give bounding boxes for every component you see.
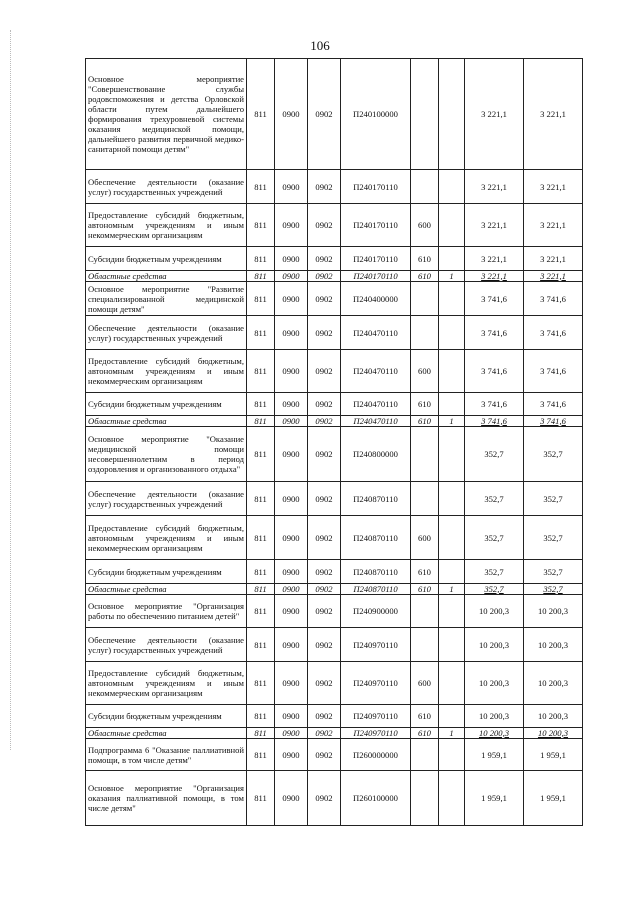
table-row: [86, 350, 583, 393]
cell-name: Субсидии бюджетным учреждениям: [86, 560, 247, 584]
table-row: [86, 316, 583, 350]
cell-amount-1: 3 221,1: [465, 59, 524, 170]
table-row: [86, 393, 583, 416]
cell-amount-1: 352,7: [465, 482, 524, 516]
cell-section: 0900: [275, 416, 308, 427]
cell-expense-type: [411, 482, 439, 516]
cell-funding-source: [439, 350, 465, 393]
cell-amount-1: 10 200,3: [465, 662, 524, 705]
table-row: [86, 705, 583, 728]
cell-amount-1: 352,7: [465, 427, 524, 482]
cell-grbs: 811: [247, 427, 275, 482]
cell-subsection: 0902: [308, 595, 341, 628]
cell-target-article: П260000000: [341, 739, 411, 771]
cell-section: 0900: [275, 771, 308, 826]
table-row: [86, 427, 583, 482]
cell-section: 0900: [275, 595, 308, 628]
cell-target-article: П260100000: [341, 771, 411, 826]
table-row: [86, 739, 583, 771]
cell-amount-1: 10 200,3: [465, 728, 524, 739]
cell-funding-source: [439, 170, 465, 204]
cell-name: Подпрограмма 6 "Оказание паллиативной помощи, в том числе детям": [86, 739, 247, 771]
table-row-regional-funds: [86, 728, 583, 739]
cell-grbs: 811: [247, 416, 275, 427]
cell-section: 0900: [275, 247, 308, 271]
cell-amount-2: 352,7: [524, 584, 583, 595]
cell-funding-source: [439, 282, 465, 316]
cell-amount-2: 3 221,1: [524, 271, 583, 282]
cell-target-article: П240970110: [341, 705, 411, 728]
cell-funding-source: [439, 560, 465, 584]
cell-amount-2: 352,7: [524, 427, 583, 482]
cell-section: 0900: [275, 739, 308, 771]
cell-target-article: П240800000: [341, 427, 411, 482]
cell-funding-source: [439, 705, 465, 728]
cell-target-article: П240870110: [341, 560, 411, 584]
cell-name: Предоставление субсидий бюджетным, автономным учреждениям и иным некоммерческим организациям: [86, 662, 247, 705]
cell-amount-2: 10 200,3: [524, 662, 583, 705]
table-row: [86, 560, 583, 584]
cell-section: 0900: [275, 728, 308, 739]
cell-funding-source: [439, 316, 465, 350]
cell-amount-1: 3 741,6: [465, 393, 524, 416]
table-row: [86, 482, 583, 516]
cell-funding-source: [439, 595, 465, 628]
table-row: [86, 59, 583, 170]
cell-funding-source: 1: [439, 416, 465, 427]
cell-grbs: 811: [247, 728, 275, 739]
cell-target-article: П240170110: [341, 247, 411, 271]
cell-funding-source: [439, 393, 465, 416]
cell-name: Обеспечение деятельности (оказание услуг) государственных учреждений: [86, 170, 247, 204]
cell-amount-2: 3 741,6: [524, 350, 583, 393]
cell-grbs: 811: [247, 59, 275, 170]
cell-grbs: 811: [247, 584, 275, 595]
cell-amount-2: 1 959,1: [524, 739, 583, 771]
cell-expense-type: 610: [411, 247, 439, 271]
cell-target-article: П240470110: [341, 316, 411, 350]
cell-expense-type: 600: [411, 662, 439, 705]
cell-amount-1: 10 200,3: [465, 705, 524, 728]
cell-section: 0900: [275, 662, 308, 705]
cell-amount-1: 1 959,1: [465, 771, 524, 826]
cell-name: Основное мероприятие "Организация работы по обеспечению питанием детей": [86, 595, 247, 628]
cell-name: Основное мероприятие "Организация оказания паллиативной помощи, в том числе детям": [86, 771, 247, 826]
cell-grbs: 811: [247, 595, 275, 628]
cell-target-article: П240400000: [341, 282, 411, 316]
cell-name: Предоставление субсидий бюджетным, автономным учреждениям и иным некоммерческим организациям: [86, 350, 247, 393]
cell-subsection: 0902: [308, 282, 341, 316]
cell-amount-1: 3 741,6: [465, 350, 524, 393]
table-row: [86, 595, 583, 628]
cell-expense-type: 600: [411, 516, 439, 560]
cell-funding-source: [439, 662, 465, 705]
cell-section: 0900: [275, 316, 308, 350]
cell-amount-2: 3 221,1: [524, 170, 583, 204]
cell-grbs: 811: [247, 560, 275, 584]
cell-subsection: 0902: [308, 739, 341, 771]
cell-target-article: П240970110: [341, 628, 411, 662]
cell-expense-type: [411, 771, 439, 826]
cell-target-article: П240100000: [341, 59, 411, 170]
cell-section: 0900: [275, 482, 308, 516]
cell-expense-type: [411, 595, 439, 628]
cell-section: 0900: [275, 560, 308, 584]
cell-funding-source: [439, 59, 465, 170]
budget-table: [85, 58, 583, 826]
cell-grbs: 811: [247, 316, 275, 350]
cell-name: Областные средства: [86, 728, 247, 739]
cell-amount-1: 3 221,1: [465, 247, 524, 271]
cell-funding-source: [439, 427, 465, 482]
cell-amount-2: 1 959,1: [524, 771, 583, 826]
cell-funding-source: [439, 516, 465, 560]
table-row: [86, 204, 583, 247]
cell-name: Обеспечение деятельности (оказание услуг) государственных учреждений: [86, 482, 247, 516]
cell-funding-source: 1: [439, 271, 465, 282]
cell-amount-2: 10 200,3: [524, 728, 583, 739]
cell-target-article: П240170110: [341, 204, 411, 247]
cell-grbs: 811: [247, 628, 275, 662]
table-row-regional-funds: [86, 584, 583, 595]
cell-amount-2: 10 200,3: [524, 705, 583, 728]
cell-name: Основное мероприятие "Оказание медицинской помощи несовершеннолетним в период оздоровления и организованного отдыха": [86, 427, 247, 482]
cell-amount-1: 3 221,1: [465, 170, 524, 204]
cell-target-article: П240470110: [341, 393, 411, 416]
cell-target-article: П240870110: [341, 482, 411, 516]
cell-funding-source: [439, 628, 465, 662]
cell-name: Основное мероприятие "Совершенствование службы родовспоможения и детства Орловской области путем дальнейшего формирования трехуровневой системы оказания медицинской помощи, дальнейшего развития первичной медико-санитарной помощи детям": [86, 59, 247, 170]
cell-expense-type: [411, 316, 439, 350]
cell-amount-1: 1 959,1: [465, 739, 524, 771]
cell-section: 0900: [275, 705, 308, 728]
cell-grbs: 811: [247, 771, 275, 826]
cell-target-article: П240170110: [341, 271, 411, 282]
cell-funding-source: [439, 771, 465, 826]
cell-expense-type: [411, 739, 439, 771]
cell-expense-type: 600: [411, 204, 439, 247]
table-row-regional-funds: [86, 271, 583, 282]
cell-funding-source: 1: [439, 728, 465, 739]
table-row: [86, 516, 583, 560]
cell-section: 0900: [275, 282, 308, 316]
cell-section: 0900: [275, 628, 308, 662]
cell-amount-2: 3 741,6: [524, 416, 583, 427]
cell-section: 0900: [275, 427, 308, 482]
cell-subsection: 0902: [308, 662, 341, 705]
cell-funding-source: [439, 739, 465, 771]
cell-expense-type: [411, 170, 439, 204]
cell-target-article: П240970110: [341, 662, 411, 705]
cell-grbs: 811: [247, 705, 275, 728]
cell-section: 0900: [275, 170, 308, 204]
cell-amount-1: 3 741,6: [465, 316, 524, 350]
cell-grbs: 811: [247, 247, 275, 271]
cell-amount-2: 10 200,3: [524, 595, 583, 628]
cell-amount-2: 3 741,6: [524, 393, 583, 416]
cell-target-article: П240870110: [341, 584, 411, 595]
table-row: [86, 170, 583, 204]
cell-target-article: П240970110: [341, 728, 411, 739]
cell-expense-type: 610: [411, 416, 439, 427]
cell-subsection: 0902: [308, 771, 341, 826]
cell-name: Предоставление субсидий бюджетным, автономным учреждениям и иным некоммерческим организациям: [86, 516, 247, 560]
cell-subsection: 0902: [308, 170, 341, 204]
cell-subsection: 0902: [308, 427, 341, 482]
cell-subsection: 0902: [308, 204, 341, 247]
table-row: [86, 771, 583, 826]
cell-grbs: 811: [247, 516, 275, 560]
cell-name: Обеспечение деятельности (оказание услуг) государственных учреждений: [86, 628, 247, 662]
cell-expense-type: [411, 628, 439, 662]
cell-subsection: 0902: [308, 584, 341, 595]
cell-grbs: 811: [247, 662, 275, 705]
table-row: [86, 662, 583, 705]
cell-subsection: 0902: [308, 482, 341, 516]
cell-amount-2: 3 741,6: [524, 316, 583, 350]
cell-amount-1: 352,7: [465, 516, 524, 560]
cell-amount-1: 352,7: [465, 584, 524, 595]
cell-expense-type: [411, 427, 439, 482]
table-row: [86, 247, 583, 271]
cell-expense-type: 610: [411, 728, 439, 739]
cell-expense-type: 610: [411, 560, 439, 584]
cell-section: 0900: [275, 271, 308, 282]
cell-subsection: 0902: [308, 705, 341, 728]
cell-amount-2: 3 221,1: [524, 59, 583, 170]
cell-section: 0900: [275, 584, 308, 595]
cell-funding-source: [439, 247, 465, 271]
cell-expense-type: 610: [411, 393, 439, 416]
cell-funding-source: [439, 204, 465, 247]
cell-target-article: П240170110: [341, 170, 411, 204]
cell-amount-2: 10 200,3: [524, 628, 583, 662]
cell-expense-type: 610: [411, 271, 439, 282]
cell-expense-type: 600: [411, 350, 439, 393]
cell-subsection: 0902: [308, 59, 341, 170]
cell-amount-1: 10 200,3: [465, 595, 524, 628]
table-row: [86, 628, 583, 662]
cell-amount-2: 3 741,6: [524, 282, 583, 316]
cell-subsection: 0902: [308, 316, 341, 350]
cell-grbs: 811: [247, 282, 275, 316]
table-row-regional-funds: [86, 416, 583, 427]
cell-grbs: 811: [247, 393, 275, 416]
cell-section: 0900: [275, 59, 308, 170]
cell-name: Областные средства: [86, 416, 247, 427]
cell-amount-2: 3 221,1: [524, 204, 583, 247]
cell-name: Обеспечение деятельности (оказание услуг) государственных учреждений: [86, 316, 247, 350]
cell-amount-2: 3 221,1: [524, 247, 583, 271]
cell-subsection: 0902: [308, 628, 341, 662]
cell-name: Субсидии бюджетным учреждениям: [86, 247, 247, 271]
cell-name: Субсидии бюджетным учреждениям: [86, 393, 247, 416]
cell-name: Субсидии бюджетным учреждениям: [86, 705, 247, 728]
cell-expense-type: 610: [411, 584, 439, 595]
cell-grbs: 811: [247, 204, 275, 247]
cell-name: Областные средства: [86, 271, 247, 282]
cell-grbs: 811: [247, 350, 275, 393]
cell-section: 0900: [275, 393, 308, 416]
cell-funding-source: [439, 482, 465, 516]
cell-name: Областные средства: [86, 584, 247, 595]
cell-name: Основное мероприятие "Развитие специализированной медицинской помощи детям": [86, 282, 247, 316]
cell-target-article: П240900000: [341, 595, 411, 628]
cell-amount-2: 352,7: [524, 482, 583, 516]
cell-expense-type: 610: [411, 705, 439, 728]
cell-amount-2: 352,7: [524, 516, 583, 560]
cell-subsection: 0902: [308, 247, 341, 271]
cell-target-article: П240470110: [341, 350, 411, 393]
cell-target-article: П240470110: [341, 416, 411, 427]
table-row: [86, 282, 583, 316]
cell-amount-1: 3 741,6: [465, 282, 524, 316]
cell-grbs: 811: [247, 482, 275, 516]
cell-subsection: 0902: [308, 350, 341, 393]
cell-grbs: 811: [247, 170, 275, 204]
cell-section: 0900: [275, 204, 308, 247]
cell-subsection: 0902: [308, 516, 341, 560]
cell-name: Предоставление субсидий бюджетным, автономным учреждениям и иным некоммерческим организациям: [86, 204, 247, 247]
cell-funding-source: 1: [439, 584, 465, 595]
cell-expense-type: [411, 282, 439, 316]
cell-expense-type: [411, 59, 439, 170]
cell-amount-1: 3 221,1: [465, 204, 524, 247]
cell-amount-1: 3 221,1: [465, 271, 524, 282]
cell-subsection: 0902: [308, 271, 341, 282]
page-number: 106: [310, 38, 330, 53]
cell-grbs: 811: [247, 739, 275, 771]
cell-subsection: 0902: [308, 393, 341, 416]
cell-amount-1: 352,7: [465, 560, 524, 584]
cell-amount-2: 352,7: [524, 560, 583, 584]
cell-target-article: П240870110: [341, 516, 411, 560]
cell-subsection: 0902: [308, 728, 341, 739]
cell-section: 0900: [275, 350, 308, 393]
cell-grbs: 811: [247, 271, 275, 282]
cell-amount-1: 10 200,3: [465, 628, 524, 662]
cell-subsection: 0902: [308, 416, 341, 427]
cell-amount-1: 3 741,6: [465, 416, 524, 427]
cell-subsection: 0902: [308, 560, 341, 584]
budget-table-body: [86, 59, 583, 826]
left-edge-mark: [10, 30, 12, 750]
cell-section: 0900: [275, 516, 308, 560]
